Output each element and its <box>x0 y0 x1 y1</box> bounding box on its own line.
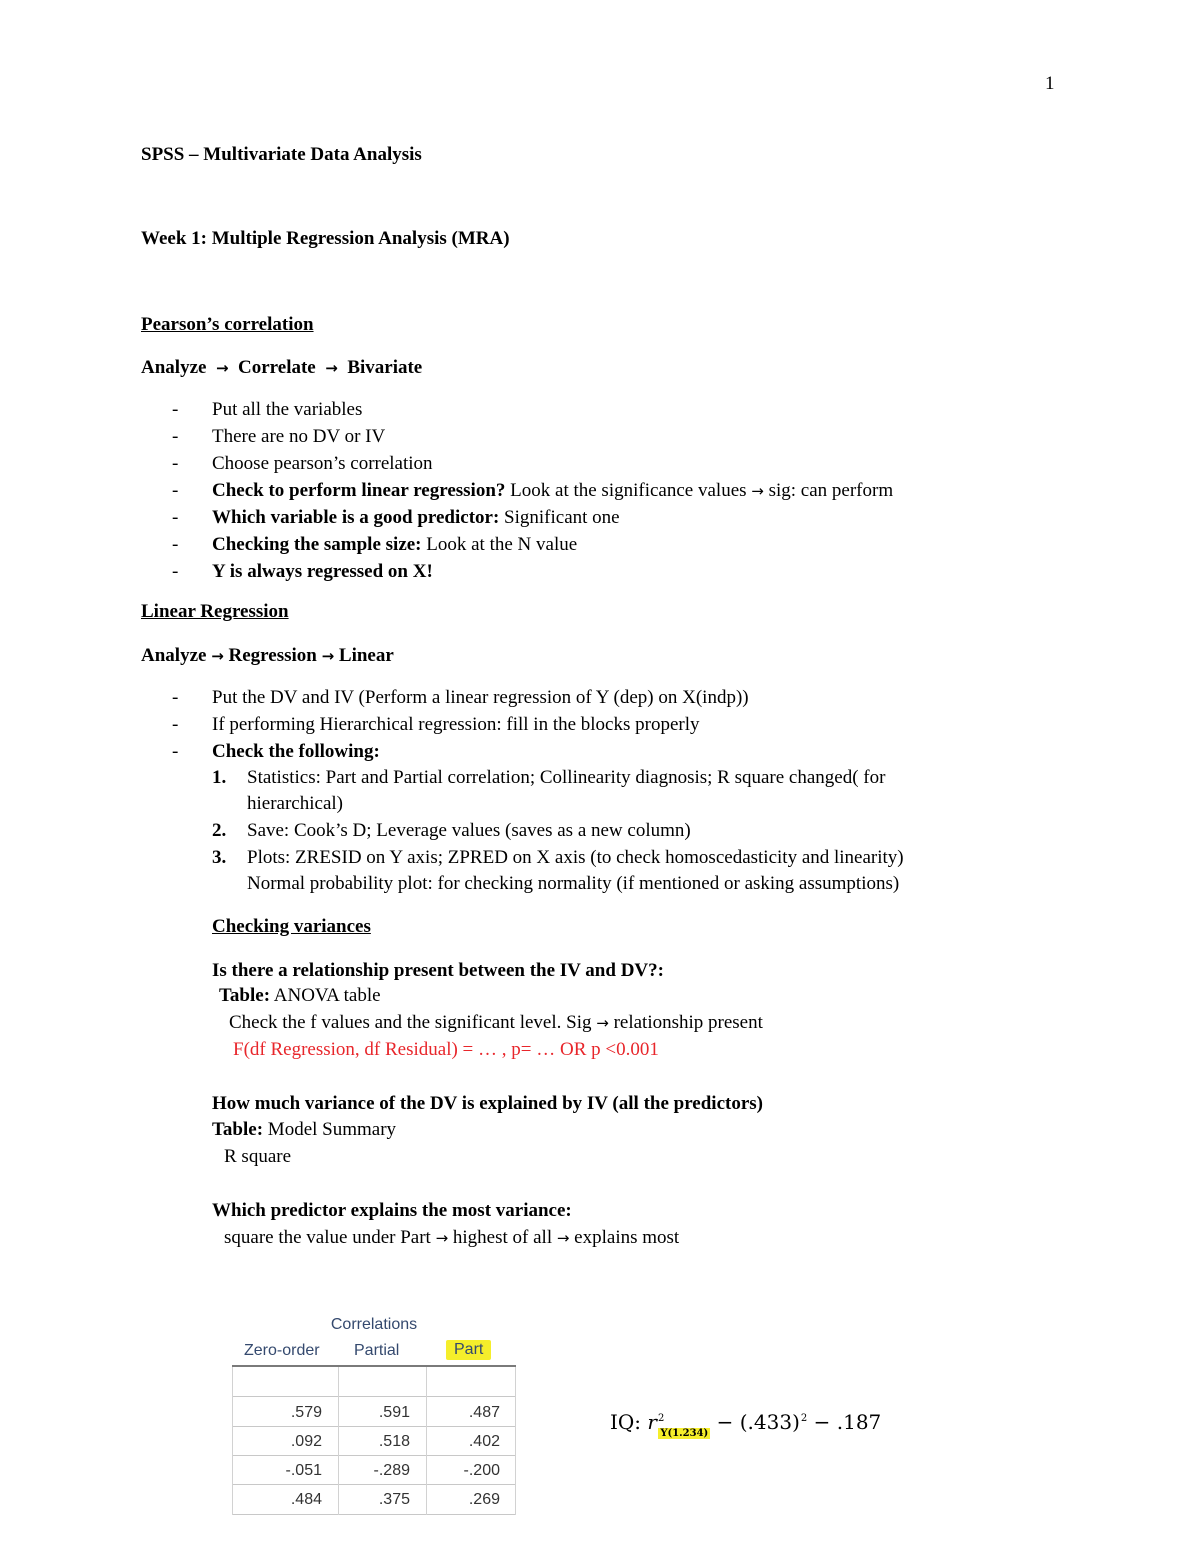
arrow-icon: → <box>325 359 338 377</box>
col-divider <box>515 1367 516 1515</box>
table-cell: .375 <box>378 1491 410 1508</box>
table-cell: .579 <box>290 1404 322 1421</box>
col-divider <box>232 1367 233 1515</box>
question-variance-explained: How much variance of the DV is explained by IV (all the predictors) <box>212 1093 763 1114</box>
numbered-item: 3. Plots: ZRESID on Y axis; ZPRED on X axis (to check homoscedasticity and linearity) Normal probability plot: for checking normality (if mentioned or asking assumptions) <box>212 847 904 894</box>
week-title: Week 1: Multiple Regression Analysis (MRA) <box>141 228 510 249</box>
list-item: - Y is always regressed on X! <box>172 558 893 585</box>
variances-heading: Checking variances <box>212 916 371 937</box>
table-cell: .269 <box>468 1491 500 1508</box>
pearson-menu-path <box>141 357 422 379</box>
anova-table-line: Table: ANOVA table <box>219 985 381 1006</box>
list-item: - Check to perform linear regression? Look at the significance values → sig: can perform <box>172 477 893 504</box>
list-item: - Choose pearson’s correlation <box>172 450 893 477</box>
r-symbol: r <box>647 1410 657 1434</box>
row-divider <box>232 1514 516 1515</box>
linear-heading: Linear Regression <box>141 601 289 622</box>
table-cell: .402 <box>468 1433 500 1450</box>
iq-expression: − (.433) <box>716 1410 800 1434</box>
path-step: Bivariate <box>347 357 423 378</box>
path-step: Analyze <box>141 357 207 378</box>
table-cell: .092 <box>290 1433 322 1450</box>
iq-result: − .187 <box>813 1410 882 1434</box>
table-cell: .591 <box>378 1404 410 1421</box>
arrow-icon: → <box>596 1014 609 1032</box>
r-superscript: 2 <box>657 1413 665 1424</box>
doc-title: SPSS – Multivariate Data Analysis <box>141 144 422 165</box>
column-header-partial: Partial <box>354 1342 400 1359</box>
r-subscript: Y(1.234) <box>660 1428 709 1439</box>
arrow-icon: → <box>556 1229 570 1247</box>
path-step: Correlate <box>238 357 316 378</box>
arrow-icon: → <box>215 359 229 377</box>
table-cell: -.051 <box>285 1462 322 1479</box>
table-cell: -.200 <box>463 1462 500 1479</box>
row-divider <box>232 1426 516 1427</box>
list-item: - Checking the sample size: Look at the N value <box>172 531 893 558</box>
pearson-heading: Pearson’s correlation <box>141 314 314 335</box>
question-most-variance: Which predictor explains the most variance: <box>212 1200 572 1221</box>
list-item: - Check the following: <box>172 738 749 765</box>
table-cell: .484 <box>290 1491 322 1508</box>
question-relationship: Is there a relationship present between the IV and DV?: <box>212 960 664 981</box>
header-divider <box>232 1365 516 1367</box>
part-square-line: square the value under Part → highest of all → explains most <box>224 1227 680 1248</box>
path-step: Analyze <box>141 645 207 666</box>
row-divider <box>232 1484 516 1485</box>
list-item: - If performing Hierarchical regression: fill in the blocks properly <box>172 711 749 738</box>
table-title: Correlations <box>330 1316 418 1333</box>
list-item: - Put all the variables <box>172 396 893 423</box>
path-step: Linear <box>338 645 394 666</box>
f-check-line: Check the f values and the significant level. Sig → relationship present <box>229 1012 763 1033</box>
correlations-table <box>232 1288 516 1516</box>
arrow-icon: → <box>435 1229 449 1247</box>
linear-menu-path <box>141 645 394 667</box>
list-item: - There are no DV or IV <box>172 423 893 450</box>
table-cell: .487 <box>468 1404 500 1421</box>
table-cell: .518 <box>378 1433 410 1450</box>
page-number: 1 <box>1045 73 1055 94</box>
exponent: 2 <box>800 1413 808 1424</box>
f-formula: F(df Regression, df Residual) = … , p= … OR p <0.001 <box>233 1039 659 1060</box>
list-item: - Put the DV and IV (Perform a linear regression of Y (dep) on X(indp)) <box>172 684 749 711</box>
numbered-item: 1. Statistics: Part and Partial correlation; Collinearity diagnosis; R square changed( for hierarchical) <box>212 767 886 814</box>
linear-list <box>172 684 749 765</box>
arrow-icon: → <box>751 482 764 500</box>
model-summary-line: Table: Model Summary <box>212 1119 397 1140</box>
table-cell: -.289 <box>373 1462 410 1479</box>
row-divider <box>232 1455 516 1456</box>
row-divider <box>232 1396 516 1397</box>
iq-formula <box>610 1410 882 1439</box>
r-square-line: R square <box>224 1146 292 1167</box>
pearson-list <box>172 396 893 585</box>
numbered-item: 2. Save: Cook’s D; Leverage values (saves as a new column) <box>212 820 691 841</box>
path-step: Regression <box>228 645 317 666</box>
check-list <box>212 765 904 898</box>
iq-label: IQ: <box>610 1410 642 1434</box>
column-header-zero-order: Zero-order <box>244 1342 320 1359</box>
column-header-part: Part <box>446 1340 491 1360</box>
arrow-icon: → <box>321 647 335 665</box>
list-item: - Which variable is a good predictor: Significant one <box>172 504 893 531</box>
arrow-icon: → <box>211 647 224 665</box>
